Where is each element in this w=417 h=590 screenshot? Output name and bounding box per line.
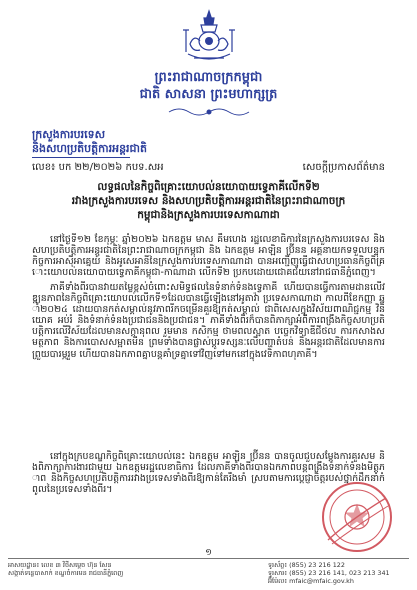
body-paragraph-2 — [32, 282, 385, 445]
email-label: អ៊ីម៉ែល៖ — [268, 577, 288, 585]
email-row — [268, 577, 414, 585]
paragraph-3-text: នៅក្នុងក្របខណ្ឌកិច្ចពិគ្រោះយោបល់នេះ ឯកឧត្តម អាឡិន ប្រ៊ីនន បានចូលជួបសម្តែងការគួរសម និងពិភាក្សាការងារជាមួយ ឯកឧត្តមរដ្ឋលេខាធិការ ដែលភាគីទាំងពីរបានឯកភាពបន្តពង្រឹងទំនាក់ទំនងមិត្តភាព និងកិច្ចសហប្រតិបត្តិការរវាងប្រទេសទាំងពីរឱ្យកាន់តែរឹងមាំ ស្របតាមការប្តេជ្ញាចិត្តរបស់ថ្នាក់ដឹកនាំកំពូលនៃប្រទេសទាំងពីរ។ — [32, 451, 385, 496]
fax-label: ទូរសារ៖ — [268, 569, 288, 577]
footer-address — [8, 561, 248, 577]
phone-value: (855) 23 216 122 — [289, 561, 345, 569]
footer-contacts — [268, 561, 414, 585]
ministry-underline — [32, 157, 130, 158]
address-line2: សង្កាត់ទន្លេបាសាក់ ខណ្ឌចំការមន រាជធានីភ្នំពេញ — [8, 569, 124, 577]
page-number: ១ — [205, 548, 212, 558]
phone-label: ទូរស័ព្ទ៖ — [268, 561, 288, 569]
ministry-name-line1: ក្រសួងការបរទេស — [32, 128, 106, 141]
paragraph-2-text: ភាគីទាំងពីរបានវាយតម្លៃខ្ពស់ចំពោះសមិទ្ធផលនៃទំនាក់ទំនងទ្វេភាគី ហើយបានធ្វើការតាមដានលើវឌ្ឍនភាពនៃកិច្ចពិគ្រោះយោបល់លើកទី១ដែលបានធ្វើឡើងនៅអូតាវ៉ា ប្រទេសកាណាដា កាលពីខែកញ្ញា ឆ្នាំ២០២៤ ដោយបានកត់សម្គាល់នូវភាពរីកចម្រើនគួរឱ្យកត់សម្គាល់ ជាពិសេសក្នុងវិស័យពាណិជ្ជកម្ម វិនិយោគ អប់រំ និងទំនាក់ទំនងប្រជាជននិងប្រជាជន។ ភាគីទាំងពីរក៏បានពិភាក្សាអំពីការពង្រឹងកិច្ចសហប្រតិបត្តិការលើវិស័យដែលមានសក្តានុពល រួមមាន កសិកម្ម ថាមពលស្អាត បច្ចេកវិទ្យាឌីជីថល ការកសាងសមត្ថភាព និងការបោសសម្អាតមីន ព្រមទាំងបានផ្លាស់ប្តូរទស្សនៈលើបញ្ហាតំបន់ និងអន្តរជាតិដែលមានការព្រួយបារម្ភរួម ហើយបានឯកភាពគ្នាបន្តគាំទ្រគ្នាទៅវិញទៅមកនៅក្នុងវេទិកាពហុភាគី។ — [32, 282, 385, 360]
reference-number: លេខ៖ បក ២២/២០២៦ កបទ.សអ — [32, 162, 164, 173]
kingdom-name: ព្រះរាជាណាចក្រកម្ពុជា — [154, 70, 263, 85]
title-line3: កម្ពុជានិងក្រសួងការបរទេសកាណាដា — [137, 209, 280, 221]
paragraph-1-text: នៅថ្ងៃទី១២ ខែកុម្ភៈ ឆ្នាំ២០២៦ ឯកឧត្តម មាស គឹមហេង រដ្ឋលេខាធិការនៃក្រសួងការបរទេស និងសហប្រតិបត្តិការអន្តរជាតិនៃព្រះរាជាណាចក្រកម្ពុជា និង ឯកឧត្តម អាឡិន ប្រ៊ីនន អគ្គនាយកទទួលបន្ទុកកិច្ចការអាស៊ីអាគ្នេយ៍ និងអូសេអានីនៃក្រសួងការបរទេសកាណាដា បានអញ្ជើញធ្វើជាសហប្រធានកិច្ចពិគ្រោះយោបល់នយោបាយទ្វេភាគីកម្ពុជា-កាណាដា លើកទី២ ប្រកបដោយជោគជ័យនៅរាជធានីភ្នំពេញ។ — [32, 234, 385, 279]
phone-row — [268, 561, 414, 569]
fax-row — [268, 569, 414, 577]
ministry-name-line2: និងសហប្រតិបត្តិការអន្តរជាតិ — [32, 142, 147, 155]
address-line1: អាសយដ្ឋាន៖ លេខ ៣ វិថីសម្តេច ហ៊ុន សែន — [8, 561, 112, 569]
title-line1: លទ្ធផលនៃកិច្ចពិគ្រោះយោបល់នយោបាយទ្វេភាគីលើកទី២ — [97, 181, 320, 193]
official-seal-icon — [320, 480, 394, 554]
title-line2: រវាងក្រសួងការបរទេស និងសហប្រតិបត្តិការអន្តរជាតិនៃព្រះរាជាណាចក្រ — [71, 195, 346, 207]
national-motto: ជាតិ សាសនា ព្រះមហាក្សត្រ — [139, 87, 278, 102]
email-link[interactable]: mfaic@mfaic.gov.kh — [289, 577, 354, 585]
fax-value: (855) 23 216 141, 023 213 341 — [289, 569, 390, 577]
document-type: សេចក្តីប្រកាសព័ត៌មាន — [302, 162, 385, 173]
body-paragraph-1 — [32, 234, 385, 278]
footer-divider — [8, 558, 409, 559]
ornamental-divider-icon — [167, 106, 251, 118]
royal-arms-emblem-icon — [180, 8, 238, 66]
